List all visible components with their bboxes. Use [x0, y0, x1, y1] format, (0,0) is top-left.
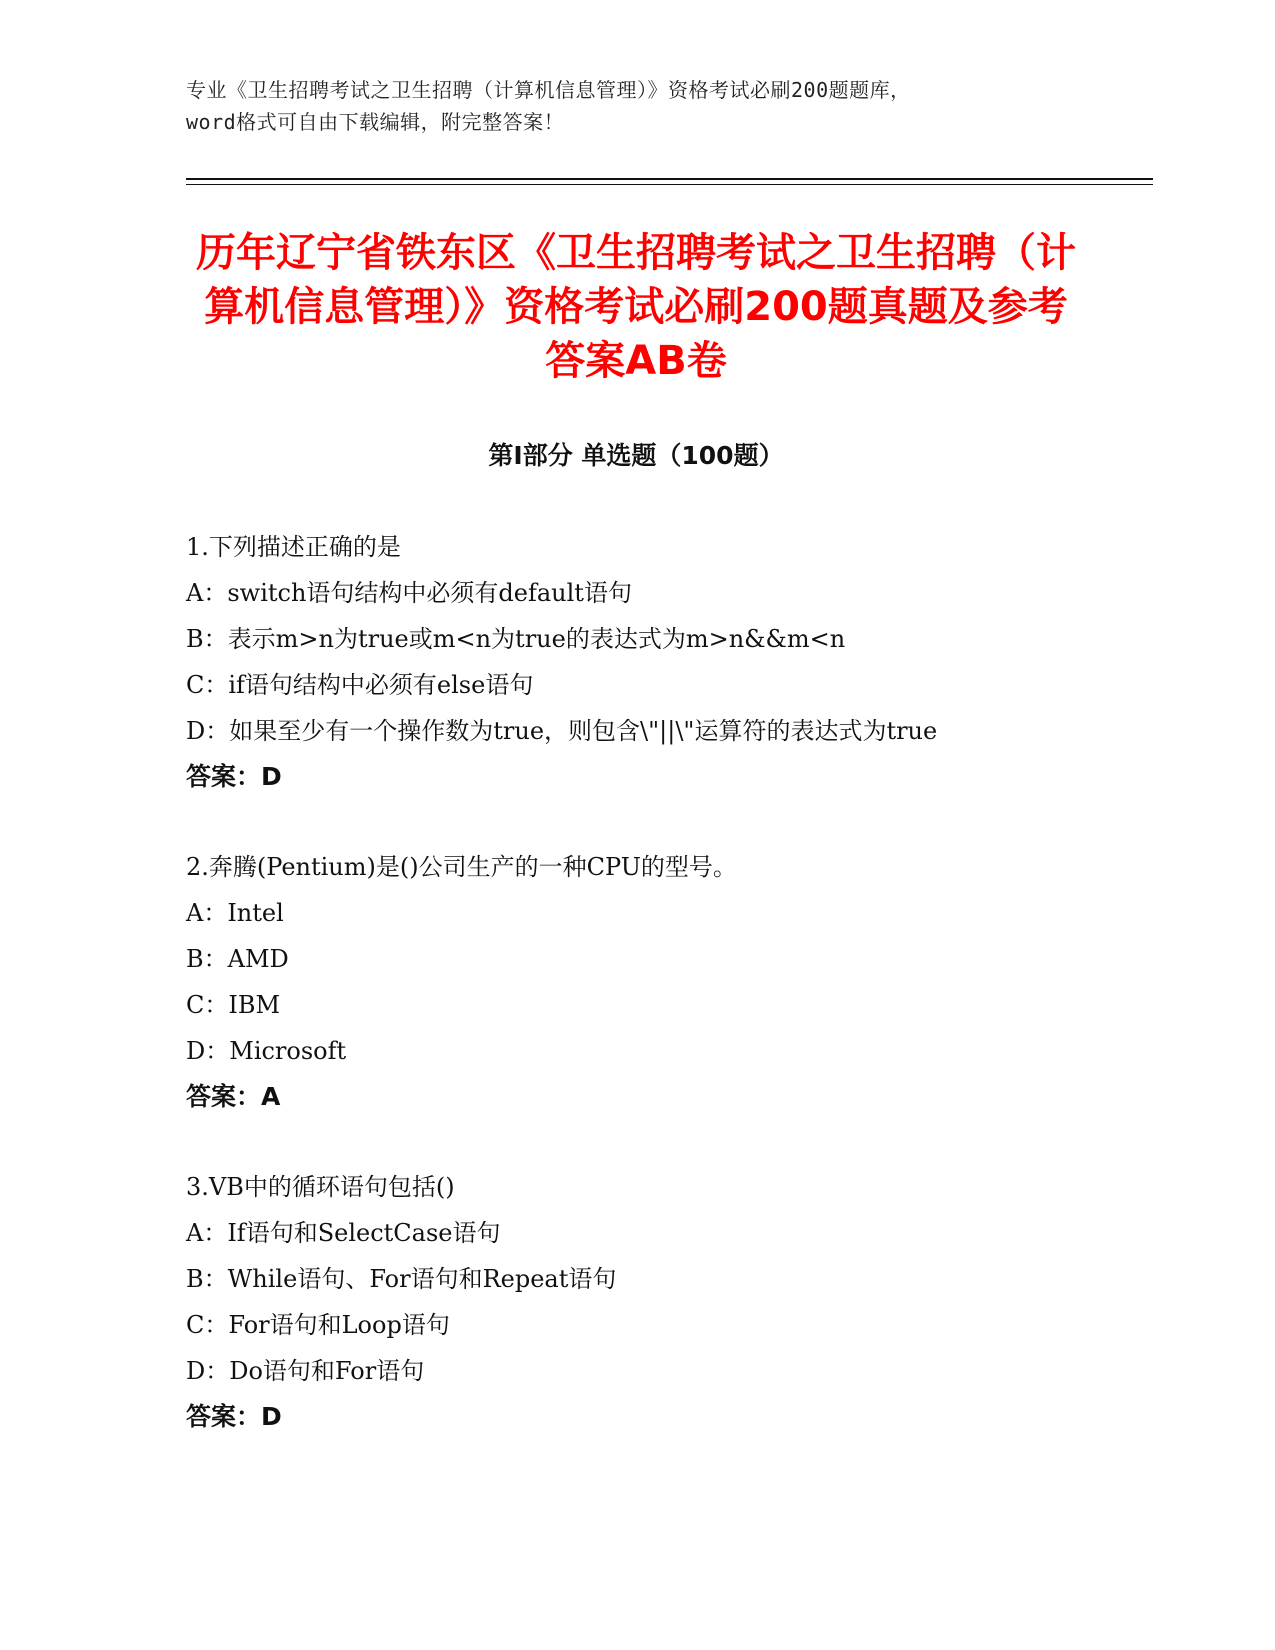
option-b: B：AMD — [186, 945, 289, 973]
question-2 — [186, 844, 1066, 1120]
question-list — [186, 524, 1066, 1484]
option-b: B：While语句、For语句和Repeat语句 — [186, 1265, 617, 1293]
option-a: A：switch语句结构中必须有default语句 — [186, 579, 632, 607]
option-d: D：如果至少有一个操作数为true，则包含\"||\"运算符的表达式为true — [186, 717, 938, 745]
answer: 答案：A — [186, 1082, 281, 1111]
question-stem: 2.奔腾(Pentium)是()公司生产的一种CPU的型号。 — [186, 853, 737, 881]
question-3 — [186, 1164, 1066, 1440]
option-c: C：For语句和Loop语句 — [186, 1311, 450, 1339]
answer: 答案：D — [186, 1402, 282, 1431]
document-title: 历年辽宁省铁东区《卫生招聘考试之卫生招聘（计算机信息管理）》资格考试必刷200题真题及参考答案AB卷 — [196, 230, 1076, 384]
question-stem: 3.VB中的循环语句包括() — [186, 1173, 455, 1201]
header-divider-thin — [186, 184, 1153, 185]
header-line-1: 专业《卫生招聘考试之卫生招聘（计算机信息管理）》资格考试必刷200题题库， — [186, 78, 911, 102]
question-stem: 1.下列描述正确的是 — [186, 533, 401, 561]
question-1 — [186, 524, 1066, 800]
option-a: A：Intel — [186, 899, 284, 927]
option-c: C：IBM — [186, 991, 281, 1019]
option-d: D：Microsoft — [186, 1037, 347, 1065]
option-c: C：if语句结构中必须有else语句 — [186, 671, 534, 699]
header-line-2: word格式可自由下载编辑，附完整答案！ — [186, 110, 565, 134]
option-a: A：If语句和SelectCase语句 — [186, 1219, 501, 1247]
header-divider-thick — [186, 178, 1153, 180]
option-b: B：表示m>n为true或m<n为true的表达式为m>n&&m<n — [186, 625, 846, 653]
section-title: 第Ⅰ部分 单选题（100题） — [488, 441, 784, 470]
answer: 答案：D — [186, 762, 282, 791]
option-d: D：Do语句和For语句 — [186, 1357, 425, 1385]
page-header — [186, 74, 1086, 138]
